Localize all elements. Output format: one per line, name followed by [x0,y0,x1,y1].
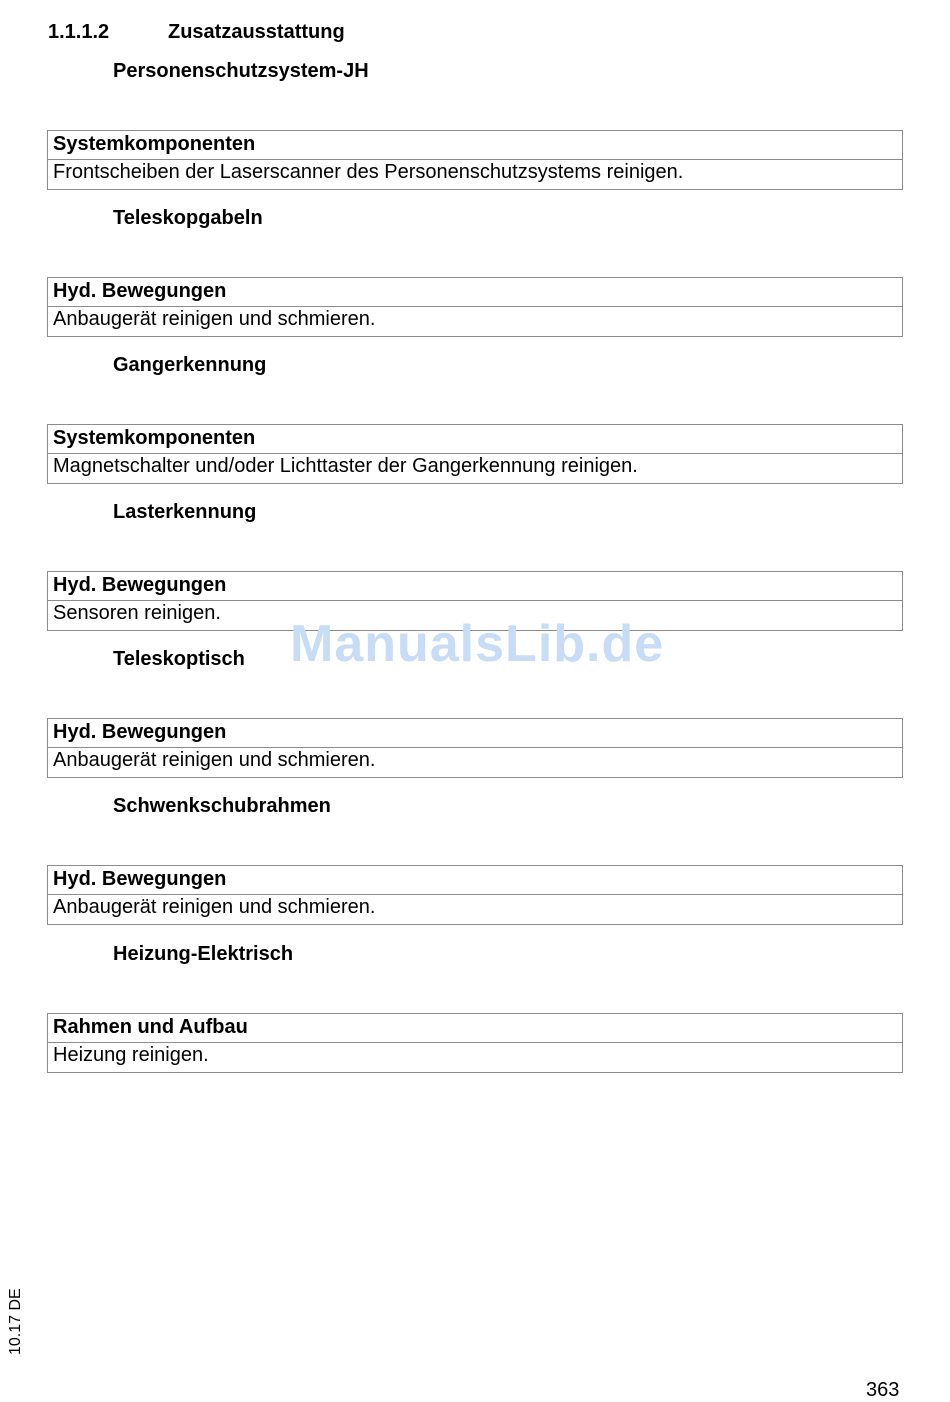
section-title: Schwenkschubrahmen [113,795,331,817]
table-task: Anbaugerät reinigen und schmieren. [53,896,376,918]
table-category: Rahmen und Aufbau [48,1014,902,1043]
section-title: Heizung-Elektrisch [113,943,294,965]
section-title: Gangerkennung [113,354,267,376]
maintenance-table [47,130,903,190]
table-task: Magnetschalter und/oder Lichttaster der Gangerkennung reinigen. [53,455,638,477]
table-category: Hyd. Bewegungen [48,278,902,307]
maintenance-table [47,718,903,778]
maintenance-table [47,277,903,337]
table-category: Systemkomponenten [48,425,902,454]
maintenance-table [47,424,903,484]
page-number: 363 [866,1379,900,1401]
section-title: Teleskoptisch [113,648,245,670]
table-category: Hyd. Bewegungen [48,572,902,601]
chapter-heading [48,20,345,44]
section-title: Teleskopgabeln [113,207,263,229]
chapter-number: 1.1.1.2 [48,21,110,43]
maintenance-table [47,1013,903,1073]
maintenance-table [47,865,903,925]
section-title: Lasterkennung [113,501,257,523]
watermark: ManualsLib.de [290,615,665,673]
chapter-title: Zusatzausstattung [168,21,345,43]
table-category: Hyd. Bewegungen [48,719,902,748]
table-task: Anbaugerät reinigen und schmieren. [53,308,376,330]
table-task: Heizung reinigen. [53,1044,209,1066]
table-task: Frontscheiben der Laserscanner des Personenschutzsystems reinigen. [53,161,684,183]
table-task: Sensoren reinigen. [53,602,221,624]
table-category: Systemkomponenten [48,131,902,160]
table-task: Anbaugerät reinigen und schmieren. [53,749,376,771]
table-category: Hyd. Bewegungen [48,866,902,895]
section-title: Personenschutzsystem-JH [113,60,369,82]
edition-code: 10.17 DE [7,1288,24,1355]
